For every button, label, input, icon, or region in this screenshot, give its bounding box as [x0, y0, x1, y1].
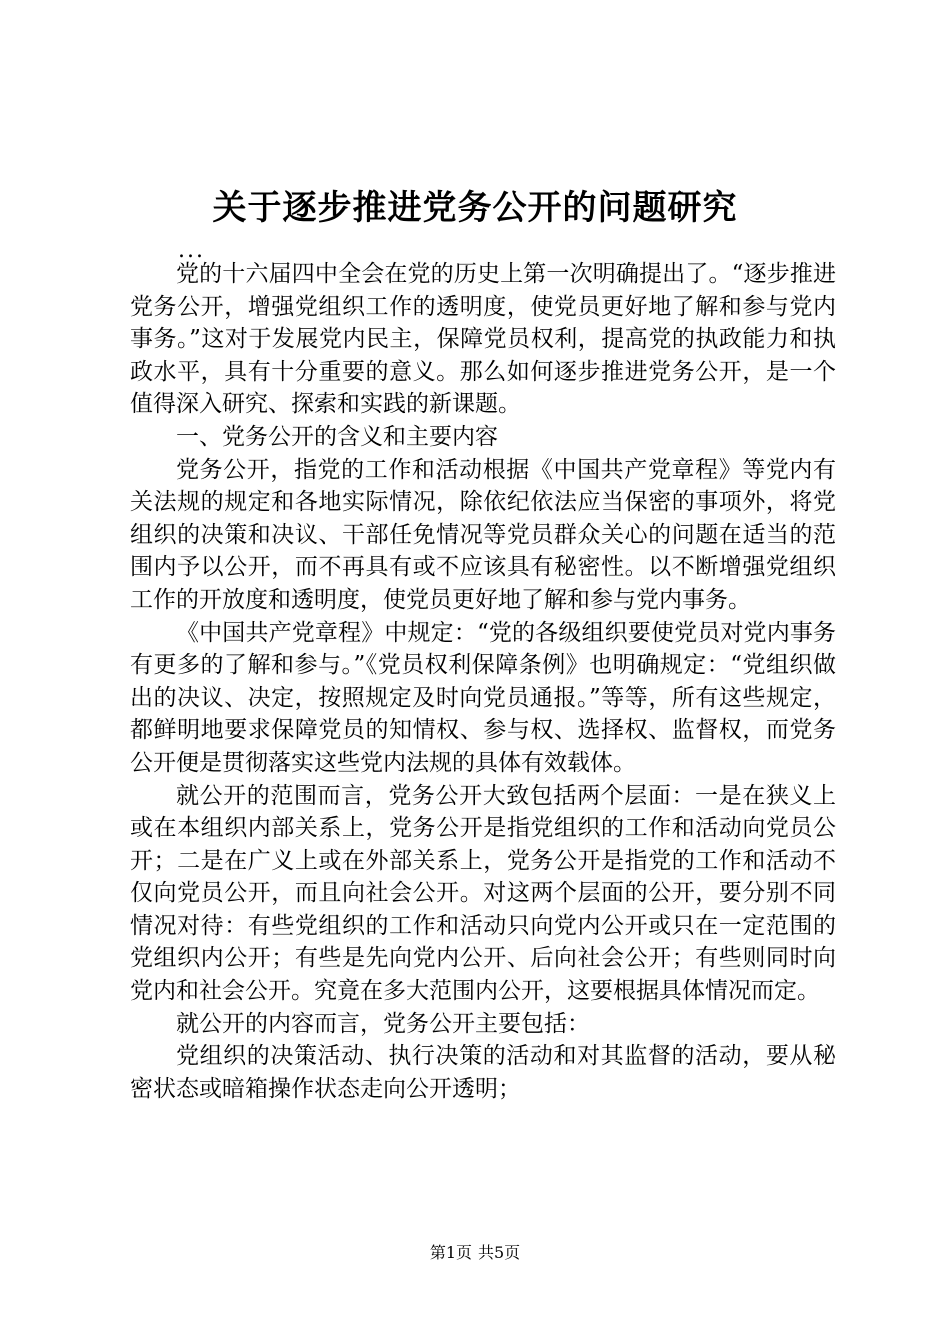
- document-title: 关于逐步推进党务公开的问题研究: [212, 188, 738, 228]
- ellipsis-mark: ...: [178, 238, 205, 263]
- document-body: [130, 258, 836, 1105]
- paragraph-decision-activities: 党组织的决策活动、执行决策的活动和对其监督的活动，要从秘密状态或暗箱操作状态走向公开透明；: [130, 1043, 836, 1102]
- paragraph-intro: 党的十六届四中全会在党的历史上第一次明确提出了。“逐步推进党务公开，增强党组织工作的透明度，使党员更好地了解和参与党内事务。”这对于发展党内民主，保障党员权利，提高党的执政能力和执政水平，具有十分重要的意义。那么如何逐步推进党务公开，是一个值得深入研究、探索和实践的新课题。: [130, 261, 836, 418]
- section-heading-1: 一、党务公开的含义和主要内容: [176, 423, 498, 450]
- paragraph-charter: 《中国共产党章程》中规定：“党的各级组织要使党员对党内事务有更多的了解和参与。”《党员权利保障条例》也明确规定：“党组织做出的决议、决定，按照规定及时向党员通报。”等等，所有这些规定，都鲜明地要求保障党员的知情权、参与权、选择权、监督权，而党务公开便是贯彻落实这些党内法规的具体有效载体。: [130, 619, 836, 776]
- paragraph-definition: 党务公开，指党的工作和活动根据《中国共产党章程》等党内有关法规的规定和各地实际情况，除依纪依法应当保密的事项外，将党组织的决策和决议、干部任免情况等党员群众关心的问题在适当的范围内予以公开，而不再具有或不应该具有秘密性。以不断增强党组织工作的开放度和透明度，使党员更好地了解和参与党内事务。: [130, 456, 836, 613]
- page-number-current: 第1页: [429, 1243, 472, 1262]
- page-footer: [0, 1243, 950, 1263]
- paragraph-content-intro: 就公开的内容而言，党务公开主要包括：: [176, 1010, 590, 1037]
- page-number-total: 共5页: [478, 1243, 521, 1262]
- paragraph-scope: 就公开的范围而言，党务公开大致包括两个层面：一是在狭义上或在本组织内部关系上，党务公开是指党组织的工作和活动向党员公开；二是在广义上或在外部关系上，党务公开是指党的工作和活动不仅向党员公开，而且向社会公开。对这两个层面的公开，要分别不同情况对待：有些党组织的工作和活动只向党内公开或只在一定范围的党组织内公开；有些是先向党内公开、后向社会公开；有些则同时向党内和社会公开。究竟在多大范围内公开，这要根据具体情况而定。: [130, 782, 836, 1005]
